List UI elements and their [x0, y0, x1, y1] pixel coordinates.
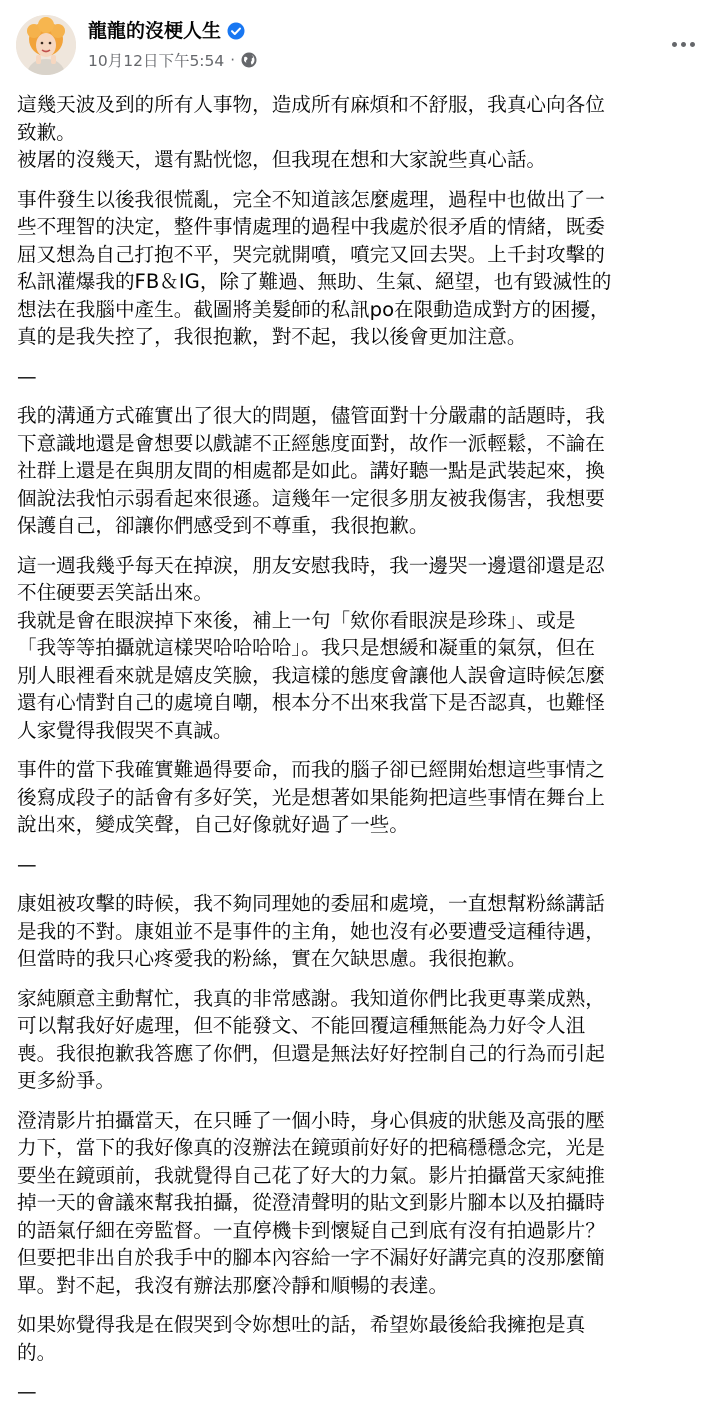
text-line: 力下，當下的我好像真的沒辦法在鏡頭前好好的把稿穩穩念完，光是: [17, 1136, 605, 1159]
more-options-icon: [681, 42, 686, 47]
text-line: 要坐在鏡頭前，我就覺得自己花了好大的力氣。影片拍攝當天家純推: [17, 1163, 605, 1187]
post-paragraph: [17, 552, 707, 745]
post-meta: [88, 48, 257, 72]
text-line: 致歉。: [17, 120, 76, 144]
post-paragraph: [17, 1311, 707, 1366]
divider-mark: —: [17, 1380, 37, 1403]
text-line: 澄清影片拍攝當天，在只睡了一個小時，身心俱疲的狀態及高張的壓: [17, 1108, 605, 1132]
more-options-button[interactable]: [666, 30, 700, 58]
avatar-image: [16, 15, 76, 75]
text-line: 我的溝通方式確實出了很大的問題，儘管面對十分嚴肅的話題時，我: [17, 404, 605, 427]
text-line: 喪。我很抱歉我答應了你們，但還是無法好好控制自己的行為而引起: [17, 1041, 605, 1065]
text-line: 被屠的沒幾天，還有點恍惚，但我現在想和大家說些真心話。: [17, 148, 547, 171]
text-line: 別人眼裡看來就是嬉皮笑臉，我這樣的態度會讓他人誤會這時候怎麼: [17, 663, 605, 687]
verified-badge-icon: [227, 22, 245, 40]
author-name[interactable]: 龍龍的沒梗人生: [88, 20, 222, 42]
text-line: 下意識地還是會想要以戲謔不正經態度面對，故作一派輕鬆，不論在: [17, 431, 605, 455]
text-line: 我就是會在眼淚掉下來後，補上一句「欸你看眼淚是珍珠」、或是: [17, 608, 576, 632]
post-paragraph: [17, 985, 707, 1095]
text-line: 人家覺得我假哭不真誠。: [17, 718, 233, 742]
section-divider: [17, 851, 707, 879]
more-options-icon: [690, 42, 695, 47]
avatar[interactable]: [16, 15, 76, 75]
text-line: 還有心情對自己的處境自嘲，根本分不出來我當下是否認真，也難怪: [17, 691, 605, 714]
post-timestamp[interactable]: 10月12日下午5:54: [88, 52, 225, 70]
text-line: 但要把非出自於我手中的腳本內容給一字不漏好好講完真的沒那麼簡: [17, 1246, 605, 1269]
post-header: [0, 0, 712, 92]
text-line: 是我的不對。康姐並不是事件的主角，她也沒有必要遭受這種待遇，: [17, 919, 605, 943]
post-paragraph: [17, 756, 707, 839]
text-line: 私訊灌爆我的FB＆IG，除了難過、無助、生氣、絕望，也有毀滅性的: [17, 270, 612, 293]
post-paragraph: [17, 890, 707, 973]
post-paragraph: [17, 402, 707, 540]
text-line: 這幾天波及到的所有人事物，造成所有麻煩和不舒服，我真心向各位: [17, 93, 605, 116]
text-line: 事件的當下我確實難過得要命，而我的腦子卻已經開始想這些事情之: [17, 758, 605, 781]
text-line: 不住硬要丟笑話出來。: [17, 581, 213, 604]
text-line: 如果妳覺得我是在假哭到令妳想吐的話，希望妳最後給我擁抱是真: [17, 1313, 586, 1336]
text-line: 可以幫我好好處理，但不能發文、不能回覆這種無能為力好令人沮: [17, 1014, 586, 1037]
text-line: 的。: [17, 1340, 57, 1364]
section-divider: [17, 1378, 707, 1406]
text-line: 掉一天的會議來幫我拍攝，從澄清聲明的貼文到影片腳本以及拍攝時: [17, 1191, 605, 1214]
post-paragraph: [17, 186, 707, 351]
post-paragraph: [17, 91, 707, 174]
text-line: 單。對不起，我沒有辦法那麼冷靜和順暢的表達。: [17, 1273, 449, 1297]
post-body: [17, 91, 707, 1418]
divider-mark: —: [17, 364, 37, 388]
text-line: 保護自己，卻讓你們感受到不尊重，我很抱歉。: [17, 514, 429, 537]
meta-separator: ·: [230, 51, 236, 69]
globe-icon[interactable]: [241, 52, 257, 68]
text-line: 屈又想為自己打抱不平，哭完就開噴，噴完又回去哭。上千封攻擊的: [17, 242, 605, 266]
text-line: 的語氣仔細在旁監督。一直停機卡到懷疑自己到底有沒有拍過影片？: [17, 1218, 605, 1242]
text-line: 家純願意主動幫忙，我真的非常感謝。我知道你們比我更專業成熟，: [17, 986, 605, 1010]
divider-mark: —: [17, 852, 37, 876]
text-line: 個說法我怕示弱看起來很遜。這幾年一定很多朋友被我傷害，我想要: [17, 486, 605, 510]
text-line: 說出來，變成笑聲，自己好像就好過了一些。: [17, 813, 409, 836]
text-line: 些不理智的決定，整件事情處理的過程中我處於很矛盾的情緒，既委: [17, 215, 605, 238]
text-line: 社群上還是在與朋友間的相處都是如此。講好聽一點是武裝起來，換: [17, 459, 605, 482]
text-line: 康姐被攻擊的時候，我不夠同理她的委屈和處境，一直想幫粉絲講話: [17, 892, 605, 915]
text-line: 真的是我失控了，我很抱歉，對不起，我以後會更加注意。: [17, 325, 527, 348]
text-line: 想法在我腦中產生。截圖將美髮師的私訊po在限動造成對方的困擾，: [17, 297, 610, 321]
author-line: [88, 16, 245, 46]
text-line: 「我等等拍攝就這樣哭哈哈哈哈」。我只是想緩和凝重的氣氛，但在: [17, 636, 596, 659]
section-divider: [17, 363, 707, 391]
text-line: 但當時的我只心疼愛我的粉絲，實在欠缺思慮。我很抱歉。: [17, 947, 527, 970]
more-options-icon: [672, 42, 677, 47]
text-line: 更多紛爭。: [17, 1069, 115, 1092]
post-paragraph: [17, 1107, 707, 1300]
text-line: 後寫成段子的話會有多好笑，光是想著如果能夠把這些事情在舞台上: [17, 785, 605, 809]
text-line: 事件發生以後我很慌亂，完全不知道該怎麼處理，過程中也做出了一: [17, 187, 605, 211]
text-line: 這一週我幾乎每天在掉淚，朋友安慰我時，我一邊哭一邊還卻還是忍: [17, 553, 605, 577]
